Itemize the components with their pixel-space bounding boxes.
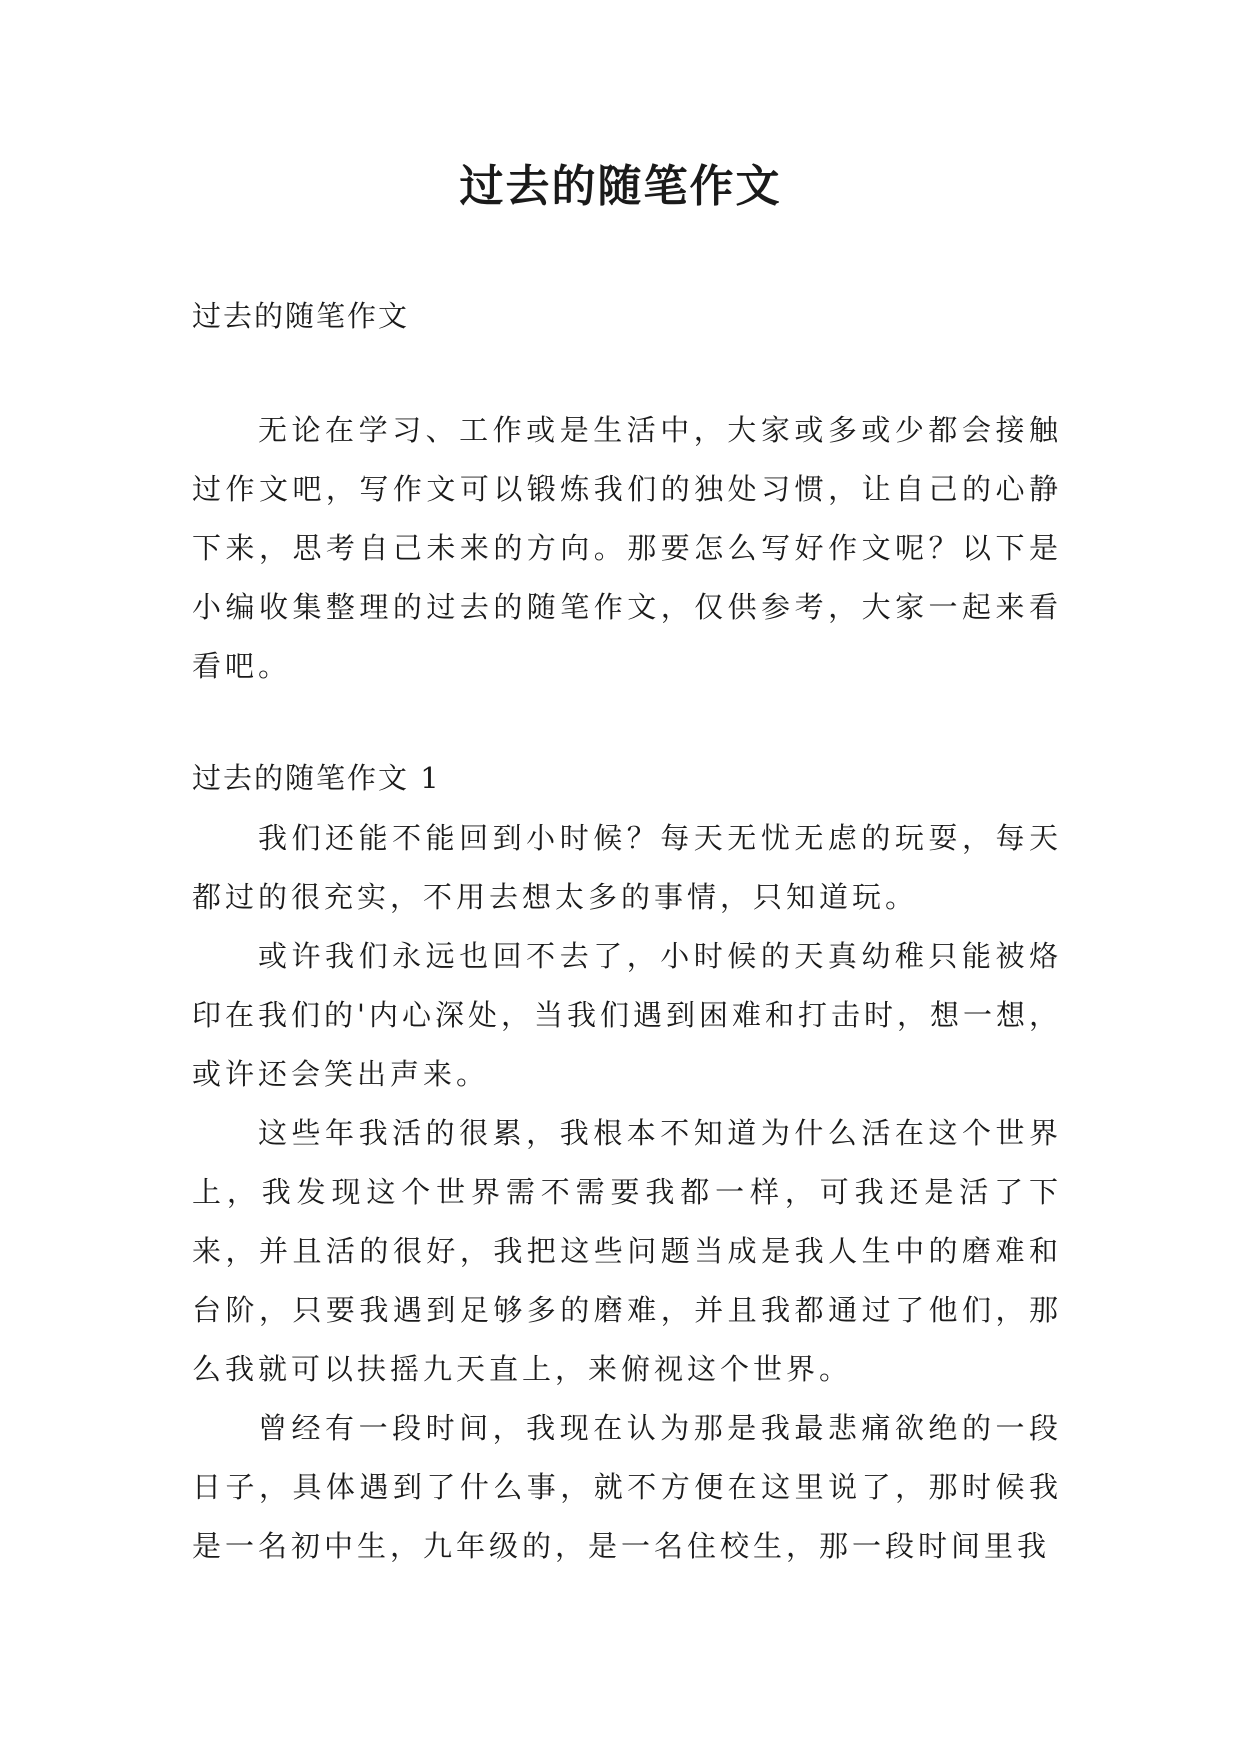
section-heading-1: 过去的随笔作文 1 [192, 761, 441, 795]
section-1-body [192, 809, 1062, 1576]
section-1-paragraph-4: 曾经有一段时间，我现在认为那是我最悲痛欲绝的一段日子，具体遇到了什么事，就不方便在这里说了，那时候我是一名初中生，九年级的，是一名住校生，那一段时间里我 [192, 1411, 1062, 1563]
document-subtitle: 过去的随笔作文 [192, 299, 410, 333]
section-1-paragraph-3: 这些年我活的很累，我根本不知道为什么活在这个世界上，我发现这个世界需不需要我都一样，可我还是活了下来，并且活的很好，我把这些问题当成是我人生中的磨难和台阶，只要我遇到足够多的磨难，并且我都通过了他们，那么我就可以扶摇九天直上，来俯视这个世界。 [192, 1116, 1062, 1386]
document-title: 过去的随笔作文 [459, 161, 782, 212]
intro-paragraph: 无论在学习、工作或是生活中，大家或多或少都会接触过作文吧，写作文可以锻炼我们的独处习惯，让自己的心静下来，思考自己未来的方向。那要怎么写好作文呢？以下是小编收集整理的过去的随笔作文，仅供参考，大家一起来看看吧。 [192, 413, 1062, 683]
section-1-paragraph-2: 或许我们永远也回不去了，小时候的天真幼稚只能被烙印在我们的'内心深处，当我们遇到困难和打击时，想一想，或许还会笑出声来。 [192, 939, 1062, 1091]
section-1-paragraph-1: 我们还能不能回到小时候？每天无忧无虑的玩耍，每天都过的很充实，不用去想太多的事情，只知道玩。 [192, 821, 1062, 914]
